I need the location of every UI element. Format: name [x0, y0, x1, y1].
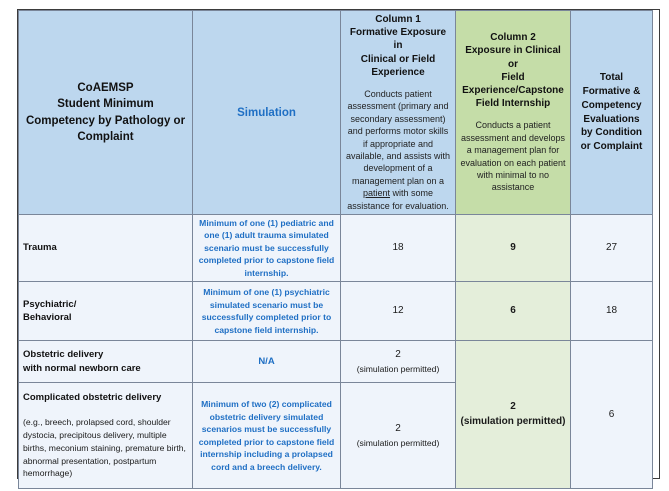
- row-label-text: Trauma: [23, 242, 57, 254]
- header-cell-title: [19, 11, 193, 215]
- row-label-line2: with normal newborn care: [23, 362, 141, 374]
- row-total-trauma: [571, 215, 653, 282]
- header-column1-line1: Column 1: [375, 14, 421, 25]
- row-label-detail: (e.g., breech, prolapsed cord, shoulder dystocia, precipitous delivery, multiple births, meconium staining, premature birth, abnormal presentation, postpartum hemorrhage): [23, 416, 186, 479]
- header-total-line1: Total: [599, 72, 624, 84]
- table-header-row: [19, 11, 653, 215]
- table-row: [19, 341, 653, 383]
- row-label-obstetric: [19, 341, 193, 383]
- header-total-line3: Competency: [581, 99, 642, 111]
- row-total-value: 27: [605, 241, 618, 253]
- header-column1-desc-part2: with some assistance for evaluation.: [347, 188, 449, 211]
- row-column1-value: 18: [392, 241, 404, 253]
- header-column1-desc-underlined: patient: [362, 188, 390, 199]
- row-column2-value: 9: [510, 241, 516, 253]
- header-simulation-label: Simulation: [237, 106, 296, 119]
- header-cell-column2: [456, 11, 571, 215]
- row-label-complicated-obstetric: [19, 383, 193, 489]
- row-simulation-value: N/A: [258, 356, 275, 368]
- header-column1-description: [345, 88, 451, 212]
- row-column1-note: (simulation permitted): [356, 437, 440, 448]
- header-column1-line3: Clinical or Field: [360, 53, 436, 65]
- row-simulation-complicated-obstetric: Minimum of two (2) complicated obstetric delivery simulated scenarios must be successfully completed prior to capstone field internship including a prolapsed cord and a breech delivery.: [193, 383, 341, 489]
- header-title-line1: CoAEMSP: [77, 81, 134, 94]
- row-total-obstetric-merged: [571, 341, 653, 489]
- header-column1-desc-part1: Conducts patient assessment (primary and secondary assessment) and performs motor skills if appropriate and available, and assists with development of a management plan on a: [345, 88, 451, 186]
- row-column1-value: 12: [392, 305, 404, 317]
- header-cell-simulation: [193, 11, 341, 215]
- row-column2-psychiatric: [456, 282, 571, 341]
- header-column2-line1: Column 2: [490, 32, 536, 44]
- header-total-line4: Evaluations: [583, 113, 640, 125]
- row-column1-obstetric: [341, 341, 456, 383]
- row-column2-note: (simulation permitted): [460, 415, 566, 427]
- header-title-line3: Competency by Pathology or: [25, 114, 186, 127]
- row-column1-trauma: [341, 215, 456, 282]
- row-label-trauma: [19, 215, 193, 282]
- header-total-line5: by Condition: [580, 127, 643, 139]
- header-column2-line2: Exposure in Clinical or: [465, 45, 561, 70]
- header-cell-total: [571, 11, 653, 215]
- row-column1-note: (simulation permitted): [356, 363, 440, 374]
- row-column1-psychiatric: [341, 282, 456, 341]
- row-label-text: Complicated obstetric delivery: [23, 392, 162, 404]
- header-total-line6: or Complaint: [580, 141, 643, 153]
- row-simulation-psychiatric: Minimum of one (1) psychiatric simulated scenario must be successfully completed prior to capstone field internship.: [193, 282, 341, 341]
- competency-matrix-table: [18, 10, 653, 489]
- row-label-line2: Behavioral: [23, 312, 72, 324]
- header-title-line4: Complaint: [77, 130, 134, 143]
- row-total-value: 18: [605, 305, 618, 317]
- header-total-block: [575, 71, 648, 154]
- row-column1-complicated-obstetric: [341, 383, 456, 489]
- row-column1-value: 2: [395, 349, 401, 361]
- row-simulation-trauma: Minimum of one (1) pediatric and one (1) adult trauma simulated scenario must be successfully completed prior to capstone field internship.: [193, 215, 341, 282]
- row-column2-obstetric-merged: [456, 341, 571, 489]
- row-label-text: [23, 298, 188, 326]
- header-column1-title: [345, 13, 451, 79]
- header-cell-column1: [341, 11, 456, 215]
- row-column2-trauma: [456, 215, 571, 282]
- header-column2-description: Conducts a patient assessment and develops a management plan for evaluation on each patient with minimal to no assistance: [460, 120, 566, 193]
- header-column1-line2: Formative Exposure in: [349, 27, 447, 52]
- row-column2-value: 6: [510, 305, 516, 317]
- header-column2-line3: Field: [501, 71, 525, 83]
- header-title-line2: Student Minimum: [57, 98, 154, 111]
- row-column1-value: 2: [395, 423, 401, 435]
- row-total-psychiatric: [571, 282, 653, 341]
- header-column2-title: [460, 31, 566, 110]
- header-column1-line4: Experience: [371, 66, 425, 78]
- row-label-line1: Psychiatric/: [23, 298, 77, 310]
- row-label-line1: Obstetric delivery: [23, 349, 104, 360]
- row-column2-value: 2: [510, 401, 516, 413]
- row-label-psychiatric: [19, 282, 193, 341]
- row-simulation-obstetric: [193, 341, 341, 383]
- header-column2-line4: Experience/Capstone: [462, 84, 564, 96]
- row-label-text: [23, 348, 188, 376]
- table-row: [19, 282, 653, 341]
- row-total-value: 6: [608, 408, 615, 420]
- header-title-block: [23, 80, 188, 145]
- table-row: [19, 215, 653, 282]
- header-column2-line5: Field Internship: [475, 98, 551, 110]
- header-total-line2: Formative &: [582, 85, 641, 97]
